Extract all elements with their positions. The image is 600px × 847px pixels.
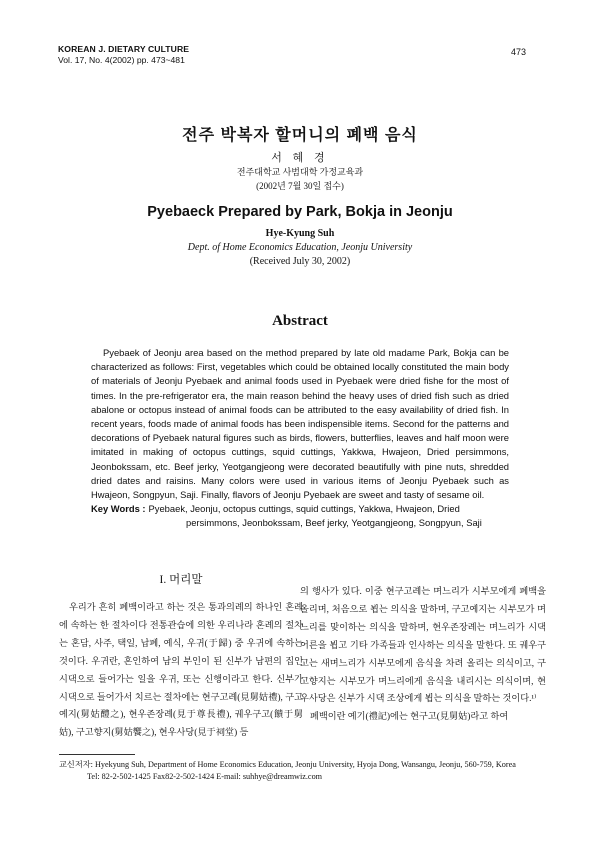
body-column-right [300, 583, 546, 726]
volume-info: Vol. 17, No. 4(2002) pp. 473~481 [58, 55, 185, 65]
korean-affiliation: 전주대학교 사범대학 가정교육과 [236, 167, 364, 177]
abstract-heading: Abstract [272, 313, 328, 329]
keywords-label: Key Words : [91, 503, 146, 514]
korean-title: 전주 박복자 할머니의 폐백 음식 [182, 127, 418, 144]
page-number: 473 [511, 47, 527, 57]
footnote-divider [59, 754, 135, 755]
korean-received-date: (2002년 7월 30일 접수) [256, 181, 344, 191]
english-affiliation: Dept. of Home Economics Education, Jeonju University [187, 242, 413, 253]
section-heading: I. 머리말 [159, 574, 203, 586]
journal-header [58, 44, 189, 66]
korean-author: 서 혜 경 [271, 152, 329, 164]
footnote-line-address: 교신저자: Hyekyung Suh, Department of Home Economics Education, Jeonju University, Hyoja Dong, Wansangu, Jeonju, 560-759, Korea [59, 760, 516, 769]
footnote-line-contact: Tel: 82-2-502-1425 Fax82-2-502-1424 E-mail: suhhye@dreamwiz.com [87, 772, 323, 781]
body-column-left [59, 599, 303, 742]
corresponding-author-footnote [59, 759, 549, 783]
english-title: Pyebaeck Prepared by Park, Bokja in Jeonju [147, 204, 453, 220]
abstract-text: Pyebaek of Jeonju area based on the method prepared by late old madame Park, Bokja can be characterized as follows: First, vegetables which could be obtained locally constituted the main body of materials of Jeonju Pyebaek and animal foods used in Pyebaek were dried fishe for the most of times. In the pre-refrigerator era, the main reason behind the heavy uses of dried fish such as dried abalone or octopus instead of animal foods can be attributed to the easy availability of dried fish. In recent years, foods made of animal foods has been indispensible items. Second for the patterns and decorations of Pyebaek natural figures such as birds, flowers, butterflies, leaves and half moon were imitated in making of octopus cuttings, squid cuttings, Yakkwa, Hwajeon, Dried persimmons, Jeonbokssam, etc. Beef jerky, Yeotgangjeong were decorated beautifully with pine nuts, shredded dried dates and raisins. Many colors were used in various items of Jeonju Pyebaek such as Hwajeon, Songpyun, Saji. Finally, flavors of Jeonju Pyebaek are sweet and tasty of sesame oil. [91, 347, 509, 501]
body-paragraph: 폐백이란 예기(禮記)에는 현구고(見舅姑)라고 하여 [310, 711, 509, 722]
body-paragraph: 의 행사가 있다. 이중 현구고례는 며느리가 시부모에게 폐백을 올리며, 처음으로 뵙는 의식을 말하며, 구고예지는 시부모가 며느리를 맞이하는 의식을 말하며, 현우존장례는 며느리가 시댁어른을 뵙고 기타 가족들과 인사하는 의식을 말한다. 또 궤우구고는 새며느리가 시부모에게 음식을 차려 올리는 의식이고, 구고향지는 시부모가 며느리에게 음식을 내리시는 의식이며, 현우사당은 신부가 시댁 조상에게 뵙는 의식을 말하는 것이다.¹⁾ [300, 586, 546, 704]
keywords [91, 502, 509, 530]
journal-name: KOREAN J. DIETARY CULTURE [58, 44, 190, 54]
body-paragraph: 우리가 흔히 폐백이라고 하는 것은 통과의례의 하나인 혼례에 속하는 한 절차이다 전통관습에 의한 우리나라 혼례의 절차는 혼담, 사주, 택일, 납폐, 예식, 우귀(于歸) 중 우귀에 속하는 것이다. 우귀란, 혼인하여 남의 부인이 된 신부가 남편의 집인 시댁으로 들어가는 일을 우귀, 또는 신행이라고 한다. 신부가 시댁으로 들어가서 치르는 절차에는 현구고례(見舅姑禮), 구고예지(舅姑醴之), 현우존장례(見于尊長禮), 궤우구고(饋于舅姑), 구고향지(舅姑饗之), 현우사당(見于祠堂) 등 [59, 602, 303, 738]
english-author: Hye-Kyung Suh [265, 228, 335, 239]
keywords-list: Pyebaek, Jeonju, octopus cuttings, squid cuttings, Yakkwa, Hwajeon, Dried persimmons, Jeonbokssam, Beef jerky, Yeotgangjeong, Songpyun, Saji [148, 503, 482, 529]
english-received-date: (Received July 30, 2002) [249, 256, 351, 267]
